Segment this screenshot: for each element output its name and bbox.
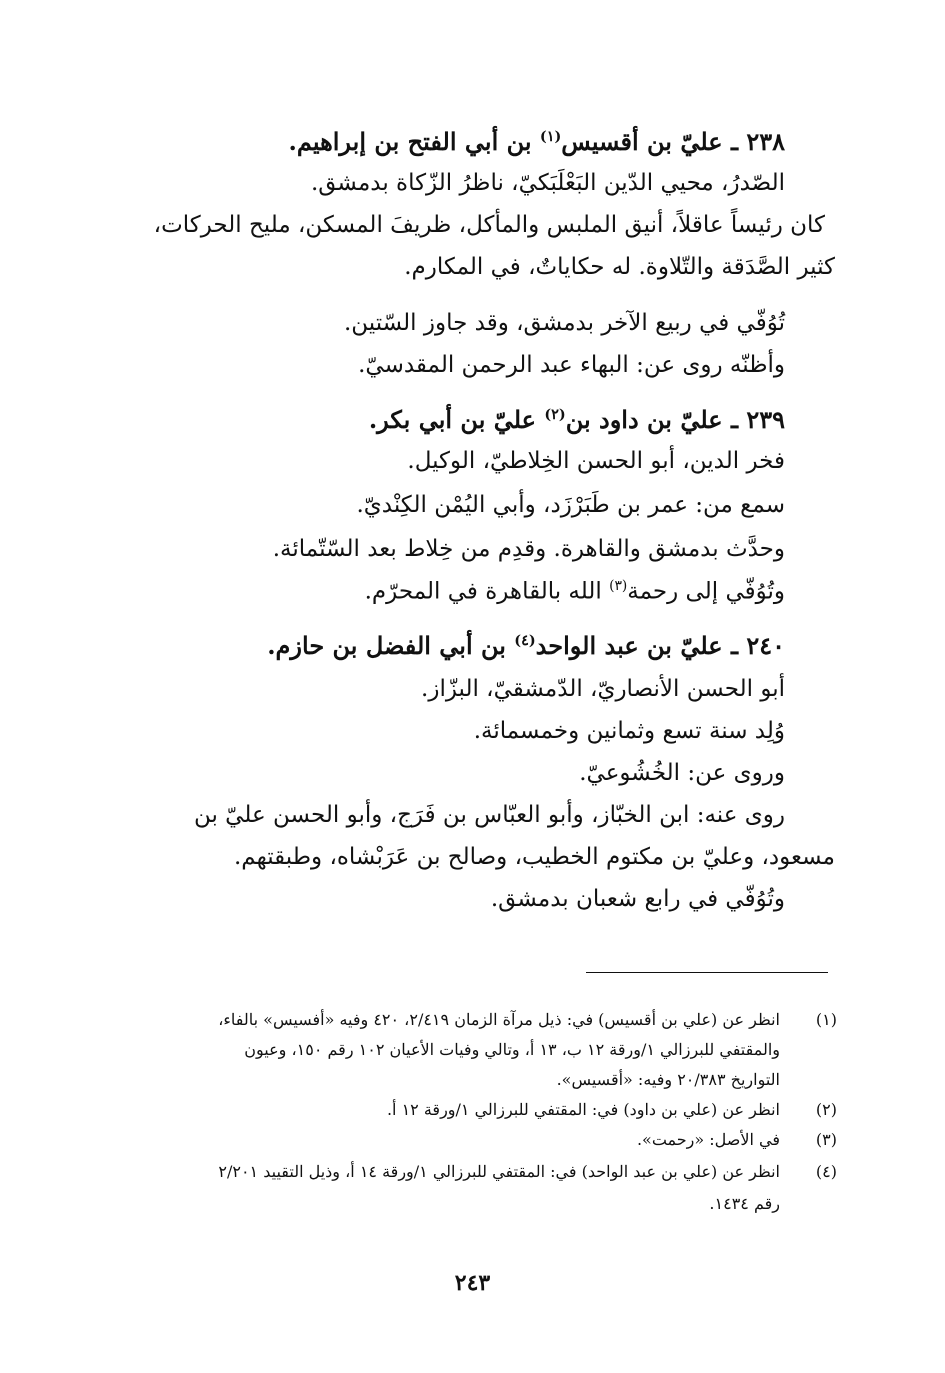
entry-240-heading-b: بن أبي الفضل بن حازم. <box>267 631 515 660</box>
footnote-ref-3: (٣) <box>609 578 628 594</box>
footnote-4-line-1: انظر عن (علي بن عبد الواحد) في: المقتفي للبرزالي ١/ورقة ١٤ أ، وذيل التقييد ٢/٢٠١ <box>218 1162 780 1181</box>
entry-238-line-5: وأظنّه روى عن: البهاء عبد الرحمن المقدسيّ. <box>358 352 785 378</box>
entry-239-line-2: سمع من: عمر بن طَبَرْزَد، وأبي اليُمْن الكِنْديّ. <box>356 492 785 518</box>
entry-240-line-6: وتُوُفّي في رابع شعبان بدمشق. <box>490 886 785 912</box>
entry-240-heading <box>267 631 785 660</box>
footnote-4-line-2: رقم ١٤٣٤. <box>709 1194 780 1213</box>
footnote-2-line-1: انظر عن (علي بن داود) في: المقتفي للبرزالي ١/ورقة ١٢ أ. <box>386 1100 780 1119</box>
footnote-1-line-3: التواريخ ٢٠/٣٨٣ وفيه: «أقسيس». <box>556 1070 780 1089</box>
footnote-4-number: (٤) <box>815 1162 837 1181</box>
entry-239-heading <box>368 405 785 434</box>
entry-239-death <box>365 580 785 604</box>
footnote-ref-4: (٤) <box>514 632 536 649</box>
entry-238-heading-a: ٢٣٨ ـ عليّ بن أقسيس <box>561 127 785 156</box>
entry-240-line-1: أبو الحسن الأنصاريّ، الدّمشقيّ، البزّاز. <box>421 676 785 702</box>
entry-239-death-a: وتُوُفّي إلى رحمة <box>627 578 785 605</box>
entry-239-line-1: فخر الدين، أبو الحسن الخِلاطيّ، الوكيل. <box>407 448 785 474</box>
entry-239-line-3: وحدَّث بدمشق والقاهرة. وقدِم من خِلاط بعد السّتّمائة. <box>272 536 785 562</box>
entry-239-heading-a: ٢٣٩ ـ عليّ بن داود بن <box>565 405 785 434</box>
footnote-3-line-1: في الأصل: «رحمت». <box>636 1130 780 1149</box>
entry-238-line-3: كثير الصَّدَقة والتّلاوة. له حكاياتٌ، في المكارم. <box>404 254 835 280</box>
footnote-1-number: (١) <box>815 1010 837 1029</box>
entry-240-heading-a: ٢٤٠ ـ عليّ بن عبد الواحد <box>535 631 785 660</box>
footnote-3-number: (٣) <box>815 1130 837 1149</box>
footnote-1-line-1: انظر عن (علي بن أقسيس) في: ذيل مرآة الزمان ٢/٤١٩، ٤٢٠ وفيه «أفسيس» بالفاء، <box>218 1010 780 1029</box>
entry-238-heading-b: بن أبي الفتح بن إبراهيم. <box>288 127 540 156</box>
entry-240-line-2: وُلِد سنة تسع وثمانين وخمسمائة. <box>473 718 785 744</box>
footnote-separator <box>586 972 828 973</box>
entry-238-heading <box>288 127 785 156</box>
footnote-ref-1: (١) <box>539 128 562 145</box>
entry-240-line-4: روى عنه: ابن الخبّاز، وأبو العبّاس بن فَرَج، وأبو الحسن عليّ بن <box>193 802 785 828</box>
footnote-1-line-2: والمقتفي للبرزالي ١/ورقة ١٢ ب، ١٣ أ، وتالي وفيات الأعيان ١٠٢ رقم ١٥٠، وعيون <box>244 1040 780 1059</box>
entry-238-line-1: الصّدرُ، محيي الدّين البَعْلَبَكيّ، ناظرُ الزّكاة بدمشق. <box>310 170 785 196</box>
entry-240-line-3: وروى عن: الخُشُوعيّ. <box>579 760 785 786</box>
page-number: ٢٤٣ <box>454 1270 491 1296</box>
entry-238-line-4: تُوُفّي في ربيع الآخر بدمشق، وقد جاوز السّتين. <box>343 310 785 336</box>
entry-239-heading-b: عليّ بن أبي بكر. <box>368 405 545 434</box>
entry-238-line-2: كان رئيساً عاقلاً، أنيق الملبس والمأكل، ظريفَ المسكن، مليح الحركات، <box>153 212 825 238</box>
entry-239-death-b: الله بالقاهرة في المحرّم. <box>364 578 610 605</box>
entry-240-line-5: مسعود، وعليّ بن مكتوم الخطيب، وصالح بن عَرَبْشاه، وطبقتهم. <box>233 844 835 870</box>
footnote-2-number: (٢) <box>815 1100 837 1119</box>
footnote-ref-2: (٢) <box>544 406 566 423</box>
